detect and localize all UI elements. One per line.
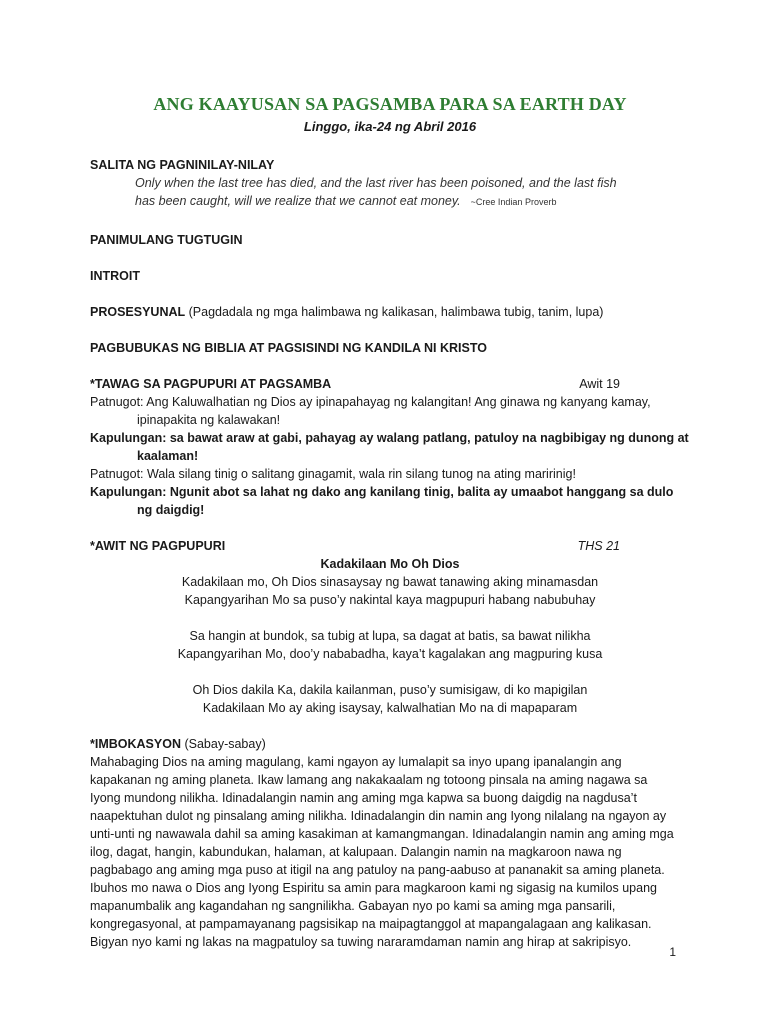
song-line: Oh Dios dakila Ka, dakila kailanman, puso’y sumisigaw, di ko mapigilan [192, 683, 588, 697]
prayer-line: Iyong mundong nilikha. Idinadalangin namin ang aming mga kapwa sa buong daigdig na nagdusa’t [90, 791, 637, 805]
song-stanza [90, 627, 690, 663]
prayer-line: ilog, dagat, hangin, kabundukan, halaman, at kalupaan. Dalangin namin na magkaroon nawa ng [90, 845, 622, 859]
prelude-heading: PANIMULANG TUGTUGIN [90, 233, 243, 247]
call-to-worship-ref: Awit 19 [579, 377, 620, 391]
call-to-worship-heading: *TAWAG SA PAGPUPURI AT PAGSAMBA [90, 377, 332, 391]
prayer-line: Mahabaging Dios na aming magulang, kami ngayon ay lumalapit sa inyo upang ipanalangin ang [90, 755, 622, 769]
hymn-section [90, 537, 690, 717]
quote-line-2: has been caught, will we realize that we cannot eat money. [135, 194, 461, 208]
reflection-heading: SALITA NG PAGNINILAY-NILAY [90, 158, 275, 172]
song-line: Kadakilaan mo, Oh Dios sinasaysay ng bawat tanawing aking minamasdan [181, 575, 599, 589]
song-line: Kadakilaan Mo ay aking isaysay, kalwalhatian Mo na di mapaparam [202, 701, 578, 715]
prayer-line: Ibuhos mo nawa o Dios ang Iyong Espiritu sa amin para magkaroon kami ng sigasig na kumilos upang [90, 881, 657, 895]
prayer-line: unti-unti ng nawawala dahil sa aming kasakiman at kamangmangan. Idinadalangin namin ang aming mga [90, 827, 674, 841]
invocation-heading: *IMBOKASYON [90, 737, 181, 751]
reflection-quote [135, 174, 690, 211]
document-date: Linggo, ika-24 ng Abril 2016 [303, 119, 477, 134]
procession-note: (Pagdadala ng mga halimbawa ng kalikasan, halimbawa tubig, tanim, lupa) [185, 305, 604, 319]
introit-heading: INTROIT [90, 269, 140, 283]
song-stanza [90, 681, 690, 717]
song-stanza [90, 573, 690, 609]
invocation-note: (Sabay-sabay) [180, 737, 266, 751]
page-number: 1 [669, 945, 676, 959]
song-line: Sa hangin at bundok, sa tubig at lupa, sa dagat at batis, sa bawat nilikha [189, 629, 591, 643]
hymn-ref: THS 21 [577, 539, 620, 553]
song-line: Kapangyarihan Mo sa puso’y nakintal kaya magpupuri habang nabubuhay [184, 593, 596, 607]
procession-section [90, 303, 690, 321]
introit-section [90, 267, 690, 285]
opening-heading: PAGBUBUKAS NG BIBLIA AT PAGSISINDI NG KANDILA NI KRISTO [90, 341, 487, 355]
prelude-section [90, 231, 690, 249]
responsive-line: Kapulungan: sa bawat araw at gabi, pahayag ay walang patlang, patuloy na nagbibigay ng dunong at kaalaman! [90, 431, 689, 463]
prayer-line: pagbabago ang aming mga puso at itigil na ang patuloy na pang-aabuso at pananakit sa aming planeta. [90, 863, 665, 877]
invocation-prayer [90, 753, 690, 951]
song-title: Kadakilaan Mo Oh Dios [320, 557, 460, 571]
prayer-line: kongregasyonal, at pampamayanang pagsisikap na maipagtanggol at mapangalagaan ang kalikasan. [90, 917, 652, 931]
reflection-section [90, 156, 690, 211]
prayer-line: naapektuhan dulot ng pinsalang aming nilikha. Idinadalangin din namin ang Iyong nilalang na ngayon ay [90, 809, 667, 823]
prayer-line: Bigyan nyo kami ng lakas na magpatuloy sa tuwing nararamdaman namin ang hirap at sakripisyo. [90, 935, 632, 949]
prayer-line: kapakanan ng aming planeta. Ikaw lamang ang nakakaalam ng totoong pinsala na aming nagawa sa [90, 773, 648, 787]
quote-line-1: Only when the last tree has died, and the last river has been poisoned, and the last fish [135, 176, 617, 190]
responsive-line: Kapulungan: Ngunit abot sa lahat ng dako ang kanilang tinig, balita ay umaabot hanggang sa dulo ng daigdig! [90, 485, 674, 517]
document-title: ANG KAAYUSAN SA PAGSAMBA PARA SA EARTH DAY [153, 94, 627, 114]
responsive-line: Patnugot: Wala silang tinig o salitang ginagamit, wala rin silang tunog na ating maririnig! [90, 467, 576, 481]
prayer-line: mapanumbalik ang kagandahan ng sangnilikha. Gabayan nyo po kami sa aming mga pansarili, [90, 899, 616, 913]
invocation-section [90, 735, 690, 951]
document-page [90, 92, 690, 951]
procession-heading: PROSESYUNAL [90, 305, 186, 319]
opening-section [90, 339, 690, 357]
hymn-heading: *AWIT NG PAGPUPURI [90, 539, 226, 553]
song-line: Kapangyarihan Mo, doo’y nababadha, kaya’t kagalakan ang magpuring kusa [177, 647, 603, 661]
call-to-worship-section [90, 375, 690, 519]
quote-source: ~Cree Indian Proverb [470, 197, 557, 207]
responsive-line: Patnugot: Ang Kaluwalhatian ng Dios ay ipinapahayag ng kalangitan! Ang ginawa ng kanyang kamay, ipinapakita ng kalawakan! [90, 395, 651, 427]
